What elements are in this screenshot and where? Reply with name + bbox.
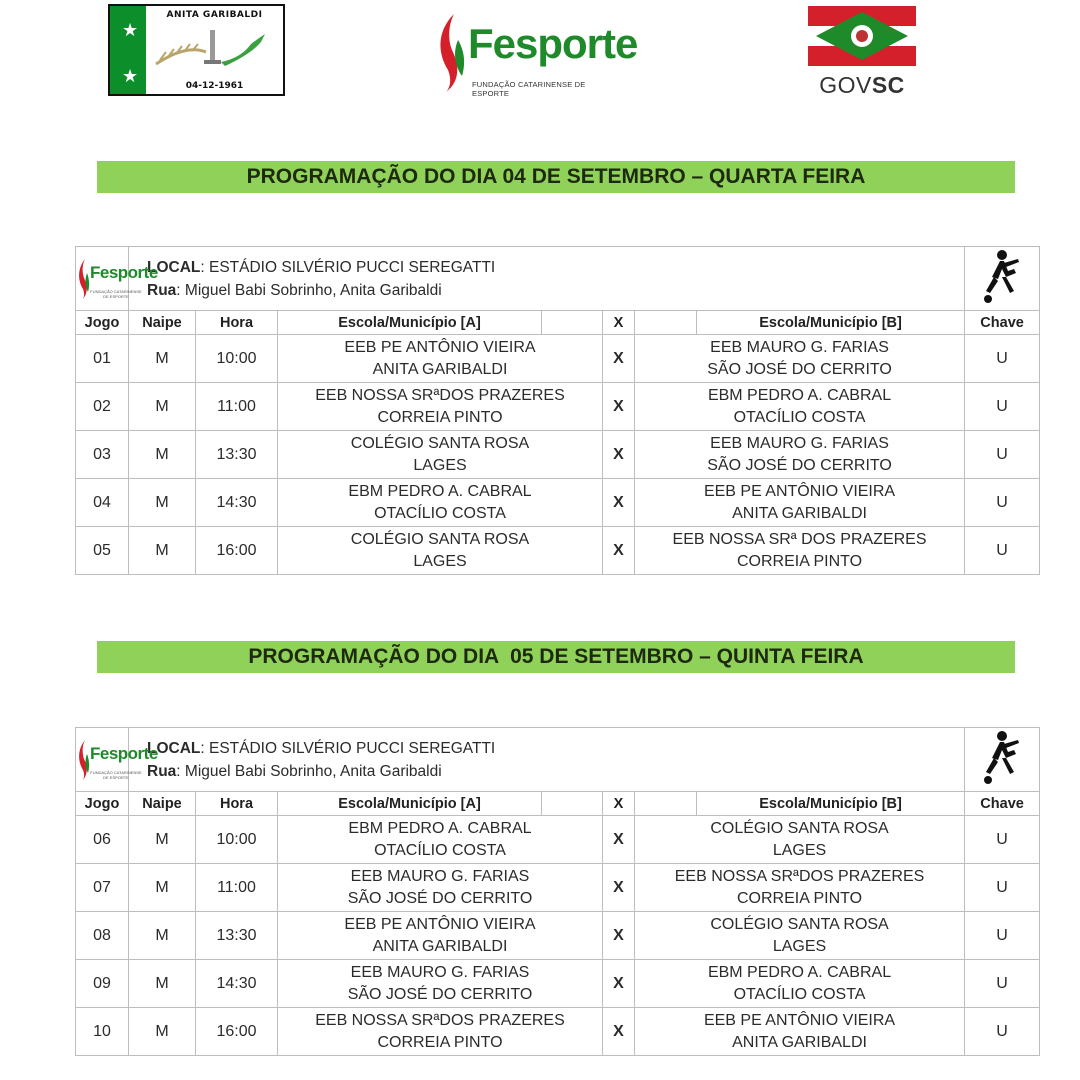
- jogo-cell: 09: [76, 960, 129, 1008]
- escola-b-municipio: CORREIA PINTO: [737, 552, 863, 570]
- col-naipe: Naipe: [129, 792, 196, 816]
- col-jogo: Jogo: [76, 792, 129, 816]
- naipe-cell: M: [129, 864, 196, 912]
- escola-b-name: EEB NOSSA SRª DOS PRAZERES: [672, 530, 927, 548]
- naipe-cell: M: [129, 912, 196, 960]
- table-row: [76, 335, 1040, 383]
- escola-b-cell: [635, 383, 965, 431]
- escola-a-municipio: ANITA GARIBALDI: [372, 360, 508, 378]
- jogo-cell: 06: [76, 816, 129, 864]
- star-icon: ★: [122, 20, 139, 40]
- table-row: [76, 960, 1040, 1008]
- vs-cell: X: [603, 864, 635, 912]
- table-row: [76, 1008, 1040, 1056]
- escola-a-municipio: SÃO JOSÉ DO CERRITO: [347, 985, 533, 1003]
- sc-word: SC: [871, 72, 905, 98]
- escola-b-cell: [635, 864, 965, 912]
- escola-b-name: EEB MAURO G. FARIAS: [710, 338, 889, 356]
- soccer-player-icon: [972, 247, 1032, 305]
- rua-value: : Miguel Babi Sobrinho, Anita Garibaldi: [176, 281, 442, 299]
- anita-garibaldi-logo: [108, 4, 285, 96]
- jogo-cell: 03: [76, 431, 129, 479]
- escola-a-cell: [278, 431, 603, 479]
- vs-cell: X: [603, 527, 635, 575]
- day-1-banner: PROGRAMAÇÃO DO DIA 04 DE SETEMBRO – QUARTA FEIRA: [97, 161, 1015, 193]
- flame-icon: [432, 10, 472, 94]
- gov-word: GOV: [819, 72, 872, 98]
- escola-a-name: EEB MAURO G. FARIAS: [350, 867, 530, 885]
- escola-b-name: EEB PE ANTÔNIO VIEIRA: [703, 482, 896, 500]
- escola-a-cell: [278, 912, 603, 960]
- col-blank: [542, 792, 603, 816]
- chave-cell: U: [965, 864, 1040, 912]
- fesporte-logo: [432, 6, 638, 98]
- mini-fesporte-word: Fesporte: [90, 262, 158, 282]
- anita-logo-date: 04-12-1961: [185, 81, 244, 91]
- sc-flag-icon: [808, 6, 916, 66]
- chave-cell: U: [965, 383, 1040, 431]
- escola-a-municipio: LAGES: [413, 552, 467, 570]
- escola-b-name: EEB MAURO G. FARIAS: [710, 434, 889, 452]
- naipe-cell: M: [129, 335, 196, 383]
- table-row: [76, 383, 1040, 431]
- table-row: [76, 527, 1040, 575]
- table-row: [76, 431, 1040, 479]
- chave-cell: U: [965, 479, 1040, 527]
- fesporte-subtitle: FUNDAÇÃO CATARINENSE DE ESPORTE: [472, 80, 586, 98]
- escola-a-municipio: SÃO JOSÉ DO CERRITO: [347, 889, 533, 907]
- table-row: [76, 864, 1040, 912]
- star-icon: ★: [122, 66, 139, 86]
- escola-a-name: EEB NOSSA SRªDOS PRAZERES: [315, 386, 565, 404]
- escola-a-municipio: LAGES: [413, 456, 467, 474]
- mini-fesporte-word: Fesporte: [90, 743, 158, 763]
- escola-a-name: EEB NOSSA SRªDOS PRAZERES: [315, 1011, 565, 1029]
- location-cell: [129, 247, 965, 311]
- vs-cell: X: [603, 335, 635, 383]
- escola-b-cell: [635, 527, 965, 575]
- chave-cell: U: [965, 527, 1040, 575]
- col-blank: [635, 792, 697, 816]
- escola-b-municipio: ANITA GARIBALDI: [732, 504, 867, 522]
- escola-b-name: EBM PEDRO A. CABRAL: [707, 963, 892, 981]
- escola-a-cell: [278, 960, 603, 1008]
- escola-a-cell: [278, 479, 603, 527]
- table-row: [76, 479, 1040, 527]
- escola-a-cell: [278, 527, 603, 575]
- escola-b-municipio: LAGES: [772, 841, 827, 859]
- hora-cell: 10:00: [196, 335, 278, 383]
- hora-cell: 16:00: [196, 1008, 278, 1056]
- escola-b-name: EEB PE ANTÔNIO VIEIRA: [703, 1011, 896, 1029]
- escola-a-cell: [278, 816, 603, 864]
- col-blank: [635, 311, 697, 335]
- mini-fesporte-subtitle: FUNDAÇÃO CATARINENSE DE ESPORTE: [90, 769, 142, 780]
- escola-b-municipio: SÃO JOSÉ DO CERRITO: [707, 360, 892, 378]
- jogo-cell: 02: [76, 383, 129, 431]
- col-x: X: [603, 792, 635, 816]
- soccer-player-icon: [972, 728, 1032, 786]
- escola-a-cell: [278, 1008, 603, 1056]
- day-2-banner: PROGRAMAÇÃO DO DIA 05 DE SETEMBRO – QUINTA FEIRA: [97, 641, 1015, 673]
- anita-logo-panel: [146, 6, 283, 94]
- col-blank: [542, 311, 603, 335]
- pine-sword-crocodile-icon: [146, 24, 283, 76]
- escola-a-municipio: OTACÍLIO COSTA: [374, 841, 506, 859]
- hora-cell: 10:00: [196, 816, 278, 864]
- escola-a-municipio: OTACÍLIO COSTA: [374, 504, 506, 522]
- anita-logo-title: ANITA GARIBALDI: [166, 10, 263, 20]
- mini-fesporte-logo: [76, 247, 158, 311]
- jogo-cell: 08: [76, 912, 129, 960]
- escola-b-cell: [635, 960, 965, 1008]
- escola-b-municipio: OTACÍLIO COSTA: [733, 985, 866, 1003]
- day-2-schedule-table: [75, 727, 1040, 1056]
- escola-a-name: EEB PE ANTÔNIO VIEIRA: [344, 338, 536, 356]
- jogo-cell: 10: [76, 1008, 129, 1056]
- escola-a-name: EBM PEDRO A. CABRAL: [348, 482, 532, 500]
- vs-cell: X: [603, 383, 635, 431]
- escola-a-municipio: CORREIA PINTO: [377, 1033, 503, 1051]
- vs-cell: X: [603, 960, 635, 1008]
- escola-b-cell: [635, 912, 965, 960]
- jogo-cell: 07: [76, 864, 129, 912]
- table-row: [76, 912, 1040, 960]
- hora-cell: 11:00: [196, 383, 278, 431]
- chave-cell: U: [965, 816, 1040, 864]
- jogo-cell: 01: [76, 335, 129, 383]
- col-chave: Chave: [965, 311, 1040, 335]
- table-row: [76, 816, 1040, 864]
- chave-cell: U: [965, 335, 1040, 383]
- gov-sc-word: [808, 72, 916, 99]
- naipe-cell: M: [129, 479, 196, 527]
- escola-b-name: EBM PEDRO A. CABRAL: [707, 386, 892, 404]
- escola-a-name: EEB PE ANTÔNIO VIEIRA: [344, 915, 536, 933]
- col-naipe: Naipe: [129, 311, 196, 335]
- chave-cell: U: [965, 960, 1040, 1008]
- jogo-cell: 05: [76, 527, 129, 575]
- escola-b-cell: [635, 431, 965, 479]
- escola-b-municipio: CORREIA PINTO: [737, 889, 863, 907]
- escola-a-municipio: CORREIA PINTO: [377, 408, 503, 426]
- naipe-cell: M: [129, 527, 196, 575]
- local-label: LOCAL: [147, 258, 201, 276]
- hora-cell: 16:00: [196, 527, 278, 575]
- col-escola-a: Escola/Município [A]: [278, 311, 542, 335]
- hora-cell: 13:30: [196, 431, 278, 479]
- hora-cell: 13:30: [196, 912, 278, 960]
- escola-a-cell: [278, 864, 603, 912]
- soccer-player-cell: [965, 247, 1040, 311]
- escola-b-cell: [635, 479, 965, 527]
- vs-cell: X: [603, 431, 635, 479]
- vs-cell: X: [603, 1008, 635, 1056]
- col-escola-b: Escola/Município [B]: [697, 792, 965, 816]
- escola-b-municipio: OTACÍLIO COSTA: [733, 408, 866, 426]
- hora-cell: 14:30: [196, 479, 278, 527]
- vs-cell: X: [603, 816, 635, 864]
- mini-fesporte-subtitle: FUNDAÇÃO CATARINENSE DE ESPORTE: [90, 288, 142, 299]
- escola-a-name: COLÉGIO SANTA ROSA: [350, 434, 530, 452]
- escola-b-municipio: SÃO JOSÉ DO CERRITO: [707, 456, 892, 474]
- naipe-cell: M: [129, 816, 196, 864]
- escola-b-municipio: ANITA GARIBALDI: [732, 1033, 867, 1051]
- col-escola-b: Escola/Município [B]: [697, 311, 965, 335]
- local-value: : ESTÁDIO SILVÉRIO PUCCI SEREGATTI: [200, 258, 496, 276]
- escola-a-cell: [278, 383, 603, 431]
- rua-value: : Miguel Babi Sobrinho, Anita Garibaldi: [176, 762, 442, 780]
- naipe-cell: M: [129, 1008, 196, 1056]
- escola-b-cell: [635, 335, 965, 383]
- gov-sc-logo: [808, 6, 916, 96]
- local-label: LOCAL: [147, 739, 201, 757]
- escola-b-cell: [635, 816, 965, 864]
- hora-cell: 14:30: [196, 960, 278, 1008]
- col-hora: Hora: [196, 792, 278, 816]
- escola-b-municipio: LAGES: [772, 937, 827, 955]
- col-jogo: Jogo: [76, 311, 129, 335]
- col-escola-a: Escola/Município [A]: [278, 792, 542, 816]
- col-x: X: [603, 311, 635, 335]
- escola-a-name: COLÉGIO SANTA ROSA: [350, 530, 530, 548]
- naipe-cell: M: [129, 960, 196, 1008]
- rua-label: Rua: [147, 762, 177, 780]
- vs-cell: X: [603, 479, 635, 527]
- escola-b-cell: [635, 1008, 965, 1056]
- day-1-schedule-table: [75, 246, 1040, 575]
- chave-cell: U: [965, 1008, 1040, 1056]
- local-value: : ESTÁDIO SILVÉRIO PUCCI SEREGATTI: [200, 739, 496, 757]
- fesporte-word: Fesporte: [468, 20, 638, 67]
- hora-cell: 11:00: [196, 864, 278, 912]
- mini-fesporte-logo: [76, 728, 158, 792]
- rua-label: Rua: [147, 281, 177, 299]
- escola-a-name: EBM PEDRO A. CABRAL: [348, 819, 532, 837]
- vs-cell: X: [603, 912, 635, 960]
- escola-a-municipio: ANITA GARIBALDI: [372, 937, 508, 955]
- escola-b-name: COLÉGIO SANTA ROSA: [710, 819, 889, 837]
- soccer-player-cell: [965, 728, 1040, 792]
- escola-a-name: EEB MAURO G. FARIAS: [350, 963, 530, 981]
- location-cell: [129, 728, 965, 792]
- col-hora: Hora: [196, 311, 278, 335]
- escola-b-name: COLÉGIO SANTA ROSA: [710, 915, 889, 933]
- naipe-cell: M: [129, 383, 196, 431]
- chave-cell: U: [965, 431, 1040, 479]
- col-chave: Chave: [965, 792, 1040, 816]
- naipe-cell: M: [129, 431, 196, 479]
- jogo-cell: 04: [76, 479, 129, 527]
- chave-cell: U: [965, 912, 1040, 960]
- escola-a-cell: [278, 335, 603, 383]
- escola-b-name: EEB NOSSA SRªDOS PRAZERES: [674, 867, 925, 885]
